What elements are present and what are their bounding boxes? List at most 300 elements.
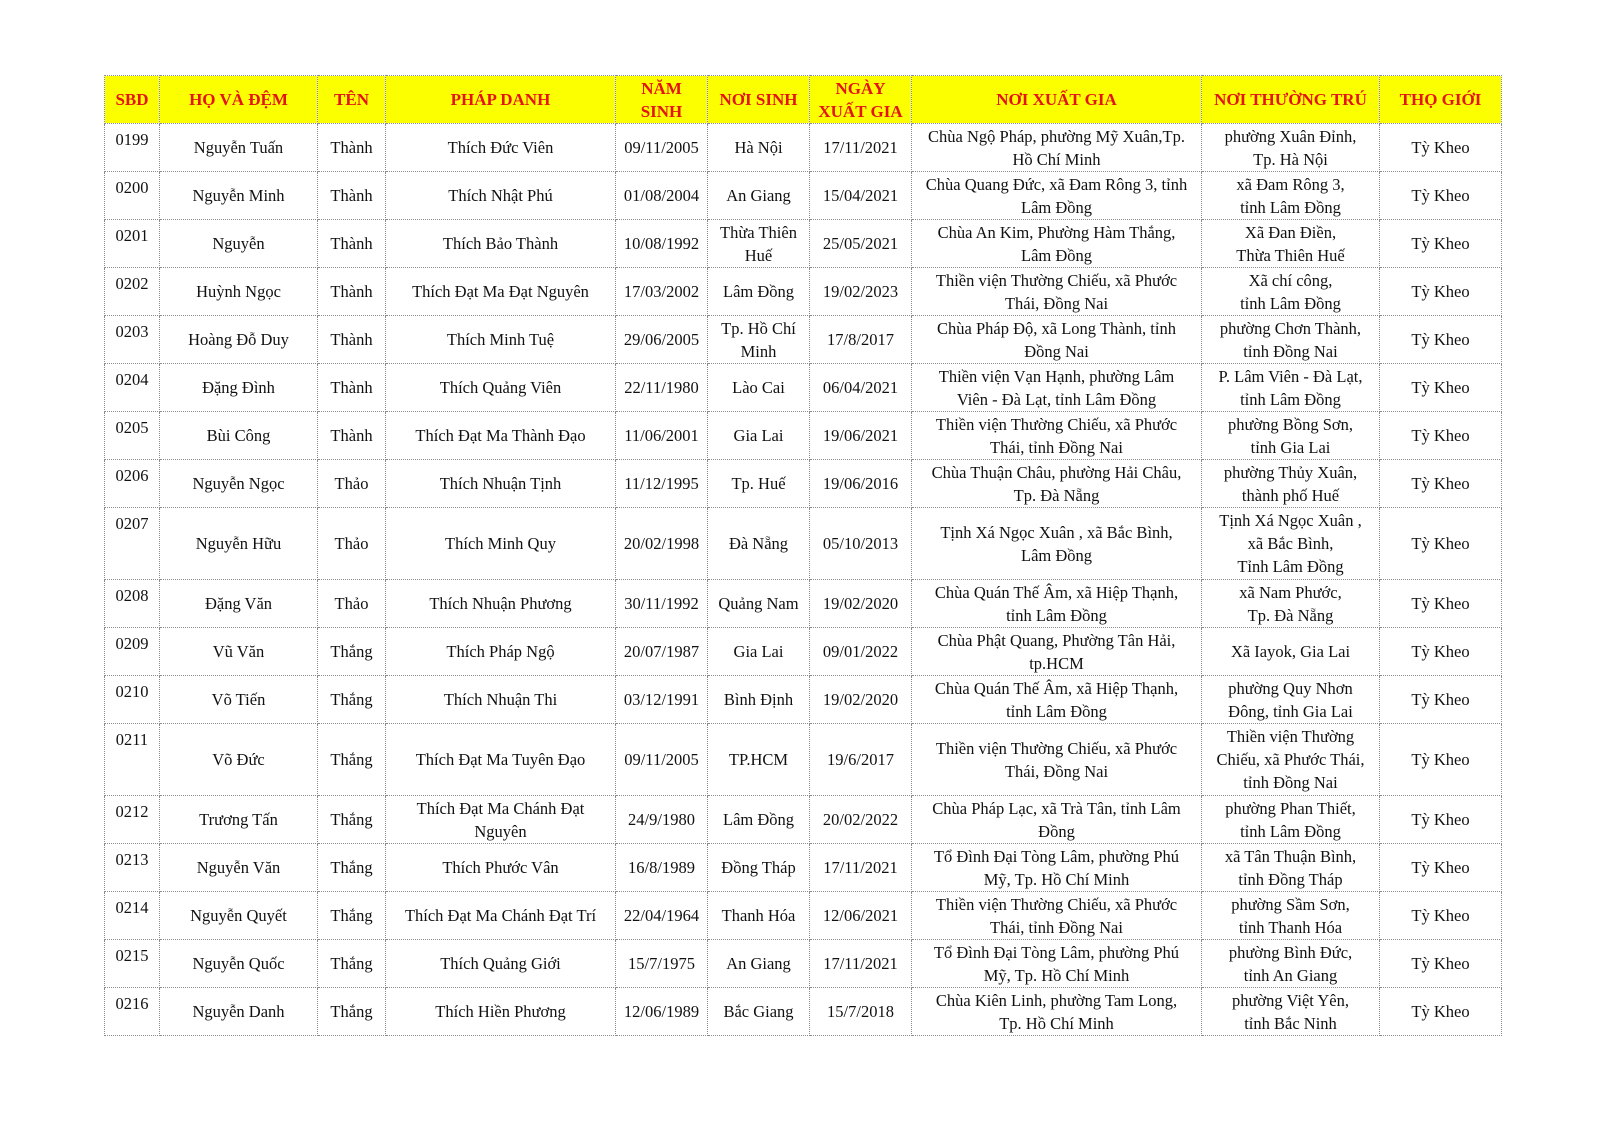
header-phap-danh: PHÁP DANH (386, 76, 616, 124)
cell-noi-xuat-gia-text: Thiền viện Thường Chiếu, xã Phước Thái, tỉnh Đồng Nai (935, 414, 1178, 457)
cell-noi-thuong-tru-text: Xã chí công, tỉnh Lâm Đồng (1240, 270, 1341, 313)
cell-ten (318, 460, 386, 508)
cell-nam-sinh-text: 20/07/1987 (623, 642, 700, 661)
cell-noi-xuat-gia-text: Chùa Ngộ Pháp, phường Mỹ Xuân,Tp. Hồ Chí Minh (928, 126, 1185, 169)
header-nam-sinh: NĂM SINH (616, 76, 708, 124)
cell-phap-danh (386, 796, 616, 844)
cell-noi-xuat-gia (912, 364, 1202, 412)
cell-noi-sinh (708, 508, 810, 580)
cell-nam-sinh-text: 20/02/1998 (623, 534, 700, 553)
table-row (105, 172, 1502, 220)
cell-noi-sinh (708, 628, 810, 676)
cell-phap-danh-text: Thích Phước Vân (442, 858, 559, 877)
cell-tho-gioi (1380, 892, 1502, 940)
cell-tho-gioi-text: Tỳ Kheo (1411, 858, 1470, 877)
cell-ho-dem-text: Nguyễn Quyết (190, 906, 287, 925)
cell-nam-sinh (616, 268, 708, 316)
cell-noi-sinh (708, 844, 810, 892)
cell-tho-gioi-text: Tỳ Kheo (1411, 594, 1470, 613)
header-row (105, 76, 1502, 124)
cell-phap-danh-text: Thích Hiền Phương (435, 1002, 566, 1021)
cell-nam-sinh (616, 796, 708, 844)
cell-sbd (105, 796, 160, 844)
cell-nam-sinh (616, 724, 708, 796)
cell-noi-xuat-gia (912, 508, 1202, 580)
cell-ten (318, 988, 386, 1036)
cell-noi-xuat-gia (912, 316, 1202, 364)
cell-noi-thuong-tru (1202, 316, 1380, 364)
cell-nam-sinh (616, 508, 708, 580)
cell-nam-sinh (616, 580, 708, 628)
cell-tho-gioi-text: Tỳ Kheo (1411, 282, 1470, 301)
cell-nam-sinh-text: 24/9/1980 (628, 810, 695, 829)
cell-ten (318, 172, 386, 220)
cell-ten-text: Thắng (330, 906, 373, 925)
cell-ten-text: Thành (330, 282, 373, 301)
cell-ten-text: Thảo (334, 474, 369, 493)
table-row (105, 580, 1502, 628)
cell-ho-dem-text: Nguyễn Văn (196, 858, 281, 877)
cell-nam-sinh (616, 316, 708, 364)
cell-tho-gioi-text: Tỳ Kheo (1411, 534, 1470, 553)
cell-noi-sinh-text: Gia Lai (733, 642, 784, 661)
cell-noi-xuat-gia (912, 844, 1202, 892)
cell-ngay-xuat-gia (810, 508, 912, 580)
table-row (105, 220, 1502, 268)
cell-phap-danh-text: Thích Pháp Ngộ (446, 642, 555, 661)
cell-noi-thuong-tru (1202, 172, 1380, 220)
cell-phap-danh (386, 268, 616, 316)
header-tho-gioi: THỌ GIỚI (1380, 76, 1502, 124)
cell-ten (318, 796, 386, 844)
cell-noi-xuat-gia (912, 724, 1202, 796)
cell-ten (318, 844, 386, 892)
cell-nam-sinh (616, 412, 708, 460)
cell-noi-xuat-gia (912, 940, 1202, 988)
cell-noi-xuat-gia-text: Chùa Quán Thế Âm, xã Hiệp Thạnh, tỉnh Lâm Đồng (934, 678, 1179, 721)
cell-noi-xuat-gia-text: Chùa Quang Đức, xã Đam Rông 3, tỉnh Lâm Đồng (925, 174, 1188, 217)
cell-phap-danh (386, 460, 616, 508)
cell-noi-thuong-tru (1202, 268, 1380, 316)
cell-tho-gioi (1380, 724, 1502, 796)
cell-noi-thuong-tru (1202, 844, 1380, 892)
cell-tho-gioi-text: Tỳ Kheo (1411, 810, 1470, 829)
cell-phap-danh-text: Thích Bảo Thành (442, 234, 559, 253)
cell-ten (318, 580, 386, 628)
cell-noi-xuat-gia (912, 124, 1202, 172)
cell-tho-gioi (1380, 796, 1502, 844)
cell-ngay-xuat-gia-text: 05/10/2013 (822, 534, 899, 553)
cell-ten-text: Thành (330, 186, 373, 205)
cell-noi-thuong-tru (1202, 460, 1380, 508)
roster-body (105, 124, 1502, 1036)
cell-tho-gioi (1380, 124, 1502, 172)
cell-ngay-xuat-gia-text: 19/06/2021 (822, 426, 899, 445)
cell-noi-xuat-gia-text: Chùa Phật Quang, Phường Tân Hải, tp.HCM (937, 630, 1176, 673)
cell-ngay-xuat-gia-text: 19/02/2020 (822, 690, 899, 709)
cell-tho-gioi (1380, 844, 1502, 892)
cell-ten (318, 268, 386, 316)
cell-nam-sinh (616, 460, 708, 508)
cell-ho-dem (160, 724, 318, 796)
cell-phap-danh-text: Thích Đạt Ma Tuyên Đạo (415, 750, 586, 769)
cell-noi-sinh-text: Lâm Đồng (722, 282, 795, 301)
cell-noi-thuong-tru (1202, 988, 1380, 1036)
cell-tho-gioi (1380, 316, 1502, 364)
cell-noi-thuong-tru-text: Xã Đan Điền, Thừa Thiên Huế (1236, 222, 1345, 265)
cell-ho-dem (160, 580, 318, 628)
table-row (105, 508, 1502, 580)
cell-noi-thuong-tru-text: phường Thủy Xuân, thành phố Huế (1223, 462, 1358, 505)
cell-tho-gioi (1380, 508, 1502, 580)
cell-noi-sinh (708, 580, 810, 628)
cell-sbd (105, 940, 160, 988)
cell-ten (318, 940, 386, 988)
cell-noi-thuong-tru (1202, 796, 1380, 844)
table-row (105, 940, 1502, 988)
header-noi-xuat-gia: NƠI XUẤT GIA (912, 76, 1202, 124)
cell-noi-sinh (708, 364, 810, 412)
cell-noi-sinh-text: Bình Định (723, 690, 794, 709)
cell-tho-gioi-text: Tỳ Kheo (1411, 642, 1470, 661)
cell-sbd (105, 316, 160, 364)
cell-ngay-xuat-gia-text: 17/11/2021 (823, 954, 898, 973)
cell-noi-xuat-gia (912, 460, 1202, 508)
cell-tho-gioi (1380, 676, 1502, 724)
cell-noi-thuong-tru (1202, 628, 1380, 676)
cell-ngay-xuat-gia-text: 19/06/2016 (822, 474, 899, 493)
cell-ho-dem (160, 268, 318, 316)
cell-nam-sinh (616, 892, 708, 940)
cell-ngay-xuat-gia-text: 20/02/2022 (822, 810, 899, 829)
cell-sbd-text: 0199 (115, 130, 149, 149)
cell-tho-gioi-text: Tỳ Kheo (1411, 906, 1470, 925)
cell-sbd (105, 844, 160, 892)
cell-nam-sinh (616, 124, 708, 172)
cell-ten (318, 724, 386, 796)
cell-noi-thuong-tru (1202, 124, 1380, 172)
cell-tho-gioi-text: Tỳ Kheo (1411, 186, 1470, 205)
cell-noi-thuong-tru-text: xã Nam Phước, Tp. Đà Nẵng (1239, 582, 1342, 625)
cell-sbd (105, 364, 160, 412)
cell-ten-text: Thành (330, 234, 373, 253)
cell-noi-xuat-gia-text: Chùa Pháp Lạc, xã Trà Tân, tỉnh Lâm Đồng (932, 798, 1181, 841)
cell-sbd (105, 892, 160, 940)
cell-ho-dem-text: Võ Tiến (211, 690, 266, 709)
cell-ngay-xuat-gia (810, 628, 912, 676)
cell-ho-dem-text: Đặng Văn (204, 594, 273, 613)
cell-noi-xuat-gia-text: Thiền viện Vạn Hạnh, phường Lâm Viên - Đà Lạt, tỉnh Lâm Đồng (938, 366, 1175, 409)
cell-noi-sinh-text: Đà Nẵng (728, 534, 789, 553)
cell-sbd-text: 0212 (115, 802, 149, 821)
cell-sbd (105, 724, 160, 796)
cell-phap-danh-text: Thích Quảng Giới (440, 954, 561, 973)
cell-ten-text: Thắng (330, 750, 373, 769)
cell-tho-gioi (1380, 580, 1502, 628)
cell-nam-sinh (616, 844, 708, 892)
cell-ten (318, 508, 386, 580)
cell-ho-dem (160, 508, 318, 580)
cell-phap-danh-text: Thích Đạt Ma Thành Đạo (415, 426, 586, 445)
cell-noi-sinh (708, 220, 810, 268)
cell-phap-danh (386, 508, 616, 580)
cell-noi-thuong-tru-text: phường Xuân Đỉnh, Tp. Hà Nội (1224, 126, 1357, 169)
cell-ten-text: Thành (330, 330, 373, 349)
cell-noi-thuong-tru-text: Tịnh Xá Ngọc Xuân , xã Bắc Bình, Tỉnh Lâm Đồng (1219, 511, 1362, 576)
table-row (105, 628, 1502, 676)
header-sbd: SBD (105, 76, 160, 124)
cell-phap-danh (386, 988, 616, 1036)
cell-sbd-text: 0214 (115, 898, 149, 917)
cell-noi-xuat-gia-text: Chùa Pháp Độ, xã Long Thành, tỉnh Đồng Nai (937, 318, 1176, 361)
cell-sbd-text: 0207 (115, 514, 149, 533)
cell-noi-thuong-tru-text: phường Quy Nhơn Đông, tỉnh Gia Lai (1228, 678, 1353, 721)
cell-noi-xuat-gia-text: Tịnh Xá Ngọc Xuân , xã Bắc Bình, Lâm Đồng (940, 522, 1173, 565)
cell-noi-xuat-gia (912, 172, 1202, 220)
cell-ngay-xuat-gia-text: 17/11/2021 (823, 138, 898, 157)
cell-nam-sinh (616, 988, 708, 1036)
cell-ho-dem (160, 412, 318, 460)
cell-noi-sinh (708, 412, 810, 460)
cell-ho-dem-text: Võ Đức (212, 750, 265, 769)
cell-noi-sinh-text: An Giang (726, 954, 791, 973)
cell-phap-danh (386, 124, 616, 172)
cell-noi-thuong-tru-text: xã Đam Rông 3, tỉnh Lâm Đồng (1236, 174, 1345, 217)
cell-noi-thuong-tru (1202, 508, 1380, 580)
cell-noi-xuat-gia-text: Tổ Đình Đại Tòng Lâm, phường Phú Mỹ, Tp. Hồ Chí Minh (933, 942, 1180, 985)
cell-ngay-xuat-gia (810, 988, 912, 1036)
cell-noi-xuat-gia (912, 412, 1202, 460)
cell-noi-thuong-tru (1202, 364, 1380, 412)
cell-noi-thuong-tru-text: phường Phan Thiết, tỉnh Lâm Đồng (1225, 798, 1356, 841)
cell-ten-text: Thành (330, 378, 373, 397)
cell-ngay-xuat-gia (810, 316, 912, 364)
cell-noi-thuong-tru (1202, 892, 1380, 940)
cell-ho-dem (160, 460, 318, 508)
cell-ngay-xuat-gia (810, 892, 912, 940)
cell-ho-dem-text: Huỳnh Ngọc (196, 282, 281, 301)
cell-nam-sinh (616, 220, 708, 268)
cell-ngay-xuat-gia (810, 580, 912, 628)
cell-noi-xuat-gia-text: Chùa Quán Thế Âm, xã Hiệp Thạnh, tỉnh Lâm Đồng (934, 582, 1179, 625)
cell-ten (318, 628, 386, 676)
cell-noi-xuat-gia (912, 220, 1202, 268)
cell-sbd (105, 508, 160, 580)
cell-noi-sinh-text: Tp. Hồ Chí Minh (721, 318, 796, 361)
cell-phap-danh (386, 364, 616, 412)
cell-nam-sinh-text: 17/03/2002 (623, 282, 700, 301)
cell-tho-gioi-text: Tỳ Kheo (1411, 330, 1470, 349)
table-row (105, 796, 1502, 844)
cell-tho-gioi-text: Tỳ Kheo (1411, 750, 1470, 769)
cell-ten-text: Thành (330, 426, 373, 445)
cell-nam-sinh (616, 676, 708, 724)
cell-tho-gioi (1380, 412, 1502, 460)
cell-noi-xuat-gia (912, 676, 1202, 724)
cell-nam-sinh-text: 29/06/2005 (623, 330, 700, 349)
cell-ngay-xuat-gia (810, 220, 912, 268)
cell-noi-xuat-gia (912, 988, 1202, 1036)
cell-noi-sinh-text: TP.HCM (728, 750, 789, 769)
cell-ho-dem (160, 172, 318, 220)
cell-noi-sinh-text: Quảng Nam (718, 594, 799, 613)
cell-ho-dem (160, 628, 318, 676)
cell-sbd (105, 124, 160, 172)
cell-phap-danh-text: Thích Nhuận Phương (429, 594, 572, 613)
cell-sbd-text: 0201 (115, 226, 149, 245)
cell-noi-thuong-tru (1202, 412, 1380, 460)
cell-sbd-text: 0216 (115, 994, 149, 1013)
cell-ngay-xuat-gia (810, 124, 912, 172)
cell-ho-dem-text: Nguyễn (212, 234, 265, 253)
cell-nam-sinh-text: 22/11/1980 (624, 378, 699, 397)
cell-nam-sinh (616, 940, 708, 988)
cell-noi-sinh (708, 940, 810, 988)
cell-phap-danh (386, 724, 616, 796)
cell-phap-danh-text: Thích Nhật Phú (448, 186, 553, 205)
cell-noi-sinh-text: Lào Cai (732, 378, 785, 397)
cell-ngay-xuat-gia-text: 15/04/2021 (822, 186, 899, 205)
cell-ngay-xuat-gia (810, 724, 912, 796)
roster-table (104, 75, 1502, 1036)
cell-ten-text: Thắng (330, 690, 373, 709)
cell-ten-text: Thắng (330, 954, 373, 973)
cell-noi-sinh-text: Thừa Thiên Huế (720, 222, 797, 265)
cell-nam-sinh-text: 01/08/2004 (623, 186, 700, 205)
table-row (105, 844, 1502, 892)
cell-ngay-xuat-gia-text: 25/05/2021 (822, 234, 899, 253)
cell-noi-sinh (708, 988, 810, 1036)
cell-nam-sinh-text: 09/11/2005 (624, 750, 699, 769)
cell-ten-text: Thắng (330, 810, 373, 829)
cell-nam-sinh-text: 11/12/1995 (624, 474, 699, 493)
cell-phap-danh (386, 580, 616, 628)
cell-nam-sinh-text: 30/11/1992 (624, 594, 699, 613)
cell-sbd (105, 268, 160, 316)
cell-tho-gioi (1380, 460, 1502, 508)
cell-ten-text: Thảo (334, 594, 369, 613)
cell-phap-danh (386, 676, 616, 724)
cell-noi-sinh-text: Tp. Huế (731, 474, 786, 493)
cell-ngay-xuat-gia (810, 268, 912, 316)
cell-ngay-xuat-gia (810, 676, 912, 724)
cell-ngay-xuat-gia (810, 364, 912, 412)
cell-noi-xuat-gia-text: Thiền viện Thường Chiếu, xã Phước Thái, Đồng Nai (935, 738, 1178, 781)
cell-ngay-xuat-gia-text: 19/02/2020 (822, 594, 899, 613)
cell-noi-sinh (708, 724, 810, 796)
cell-sbd (105, 412, 160, 460)
cell-ten (318, 676, 386, 724)
table-row (105, 892, 1502, 940)
cell-tho-gioi-text: Tỳ Kheo (1411, 1002, 1470, 1021)
cell-tho-gioi (1380, 628, 1502, 676)
cell-ngay-xuat-gia-text: 09/01/2022 (822, 642, 899, 661)
cell-noi-thuong-tru (1202, 940, 1380, 988)
cell-noi-thuong-tru-text: P. Lâm Viên - Đà Lạt, tỉnh Lâm Đồng (1218, 366, 1363, 409)
cell-phap-danh-text: Thích Đạt Ma Đạt Nguyên (412, 282, 589, 301)
cell-sbd-text: 0203 (115, 322, 149, 341)
cell-sbd-text: 0213 (115, 850, 149, 869)
table-row (105, 676, 1502, 724)
cell-tho-gioi (1380, 364, 1502, 412)
cell-phap-danh (386, 892, 616, 940)
cell-phap-danh (386, 172, 616, 220)
cell-ho-dem-text: Trương Tấn (199, 810, 278, 829)
cell-sbd-text: 0206 (115, 466, 149, 485)
cell-tho-gioi-text: Tỳ Kheo (1411, 426, 1470, 445)
cell-ho-dem-text: Nguyễn Hữu (195, 534, 282, 553)
cell-ten-text: Thảo (334, 534, 369, 553)
cell-sbd-text: 0210 (115, 682, 149, 701)
cell-noi-sinh (708, 316, 810, 364)
cell-ngay-xuat-gia (810, 172, 912, 220)
cell-ten (318, 892, 386, 940)
cell-noi-sinh-text: Thanh Hóa (721, 906, 796, 925)
cell-noi-thuong-tru (1202, 580, 1380, 628)
cell-ngay-xuat-gia-text: 17/11/2021 (823, 858, 898, 877)
cell-ngay-xuat-gia-text: 12/06/2021 (822, 906, 899, 925)
cell-phap-danh-text: Thích Đức Viên (447, 138, 554, 157)
cell-phap-danh (386, 844, 616, 892)
table-row (105, 124, 1502, 172)
cell-noi-xuat-gia (912, 628, 1202, 676)
cell-noi-sinh (708, 172, 810, 220)
cell-noi-sinh-text: An Giang (726, 186, 791, 205)
table-row (105, 316, 1502, 364)
cell-nam-sinh-text: 12/06/1989 (623, 1002, 700, 1021)
cell-phap-danh-text: Thích Minh Quy (445, 534, 556, 553)
cell-ho-dem-text: Hoàng Đỗ Duy (188, 330, 289, 349)
cell-phap-danh-text: Thích Nhuận Thi (443, 690, 558, 709)
cell-noi-thuong-tru (1202, 724, 1380, 796)
cell-noi-thuong-tru-text: phường Bồng Sơn, tỉnh Gia Lai (1228, 414, 1353, 457)
cell-noi-sinh-text: Đồng Tháp (721, 858, 796, 877)
cell-ho-dem (160, 796, 318, 844)
cell-noi-sinh-text: Hà Nội (734, 138, 783, 157)
table-row (105, 412, 1502, 460)
cell-ten-text: Thắng (330, 858, 373, 877)
cell-ho-dem (160, 364, 318, 412)
cell-nam-sinh-text: 16/8/1989 (628, 858, 695, 877)
cell-ten (318, 364, 386, 412)
cell-ten-text: Thành (330, 138, 373, 157)
cell-sbd (105, 220, 160, 268)
cell-phap-danh-text: Thích Đạt Ma Chánh Đạt Nguyên (416, 798, 585, 841)
header-ngay-xuat-gia: NGÀY XUẤT GIA (810, 76, 912, 124)
cell-noi-thuong-tru-text: phường Việt Yên, tỉnh Bắc Ninh (1231, 990, 1350, 1033)
cell-sbd-text: 0205 (115, 418, 149, 437)
cell-sbd (105, 172, 160, 220)
cell-tho-gioi-text: Tỳ Kheo (1411, 474, 1470, 493)
cell-noi-sinh-text: Gia Lai (733, 426, 784, 445)
cell-tho-gioi-text: Tỳ Kheo (1411, 690, 1470, 709)
header-ho-dem: HỌ VÀ ĐỆM (160, 76, 318, 124)
cell-noi-thuong-tru-text: xã Tân Thuận Bình, tỉnh Đồng Tháp (1224, 846, 1357, 889)
cell-noi-sinh (708, 268, 810, 316)
cell-tho-gioi (1380, 172, 1502, 220)
cell-nam-sinh-text: 10/08/1992 (623, 234, 700, 253)
cell-phap-danh (386, 940, 616, 988)
cell-phap-danh (386, 412, 616, 460)
cell-ho-dem (160, 220, 318, 268)
cell-sbd-text: 0200 (115, 178, 149, 197)
cell-ngay-xuat-gia (810, 460, 912, 508)
cell-sbd-text: 0215 (115, 946, 149, 965)
cell-phap-danh-text: Thích Quảng Viên (439, 378, 562, 397)
cell-noi-sinh-text: Bắc Giang (723, 1002, 794, 1021)
cell-ho-dem-text: Nguyễn Minh (192, 186, 285, 205)
cell-phap-danh-text: Thích Minh Tuệ (446, 330, 555, 349)
